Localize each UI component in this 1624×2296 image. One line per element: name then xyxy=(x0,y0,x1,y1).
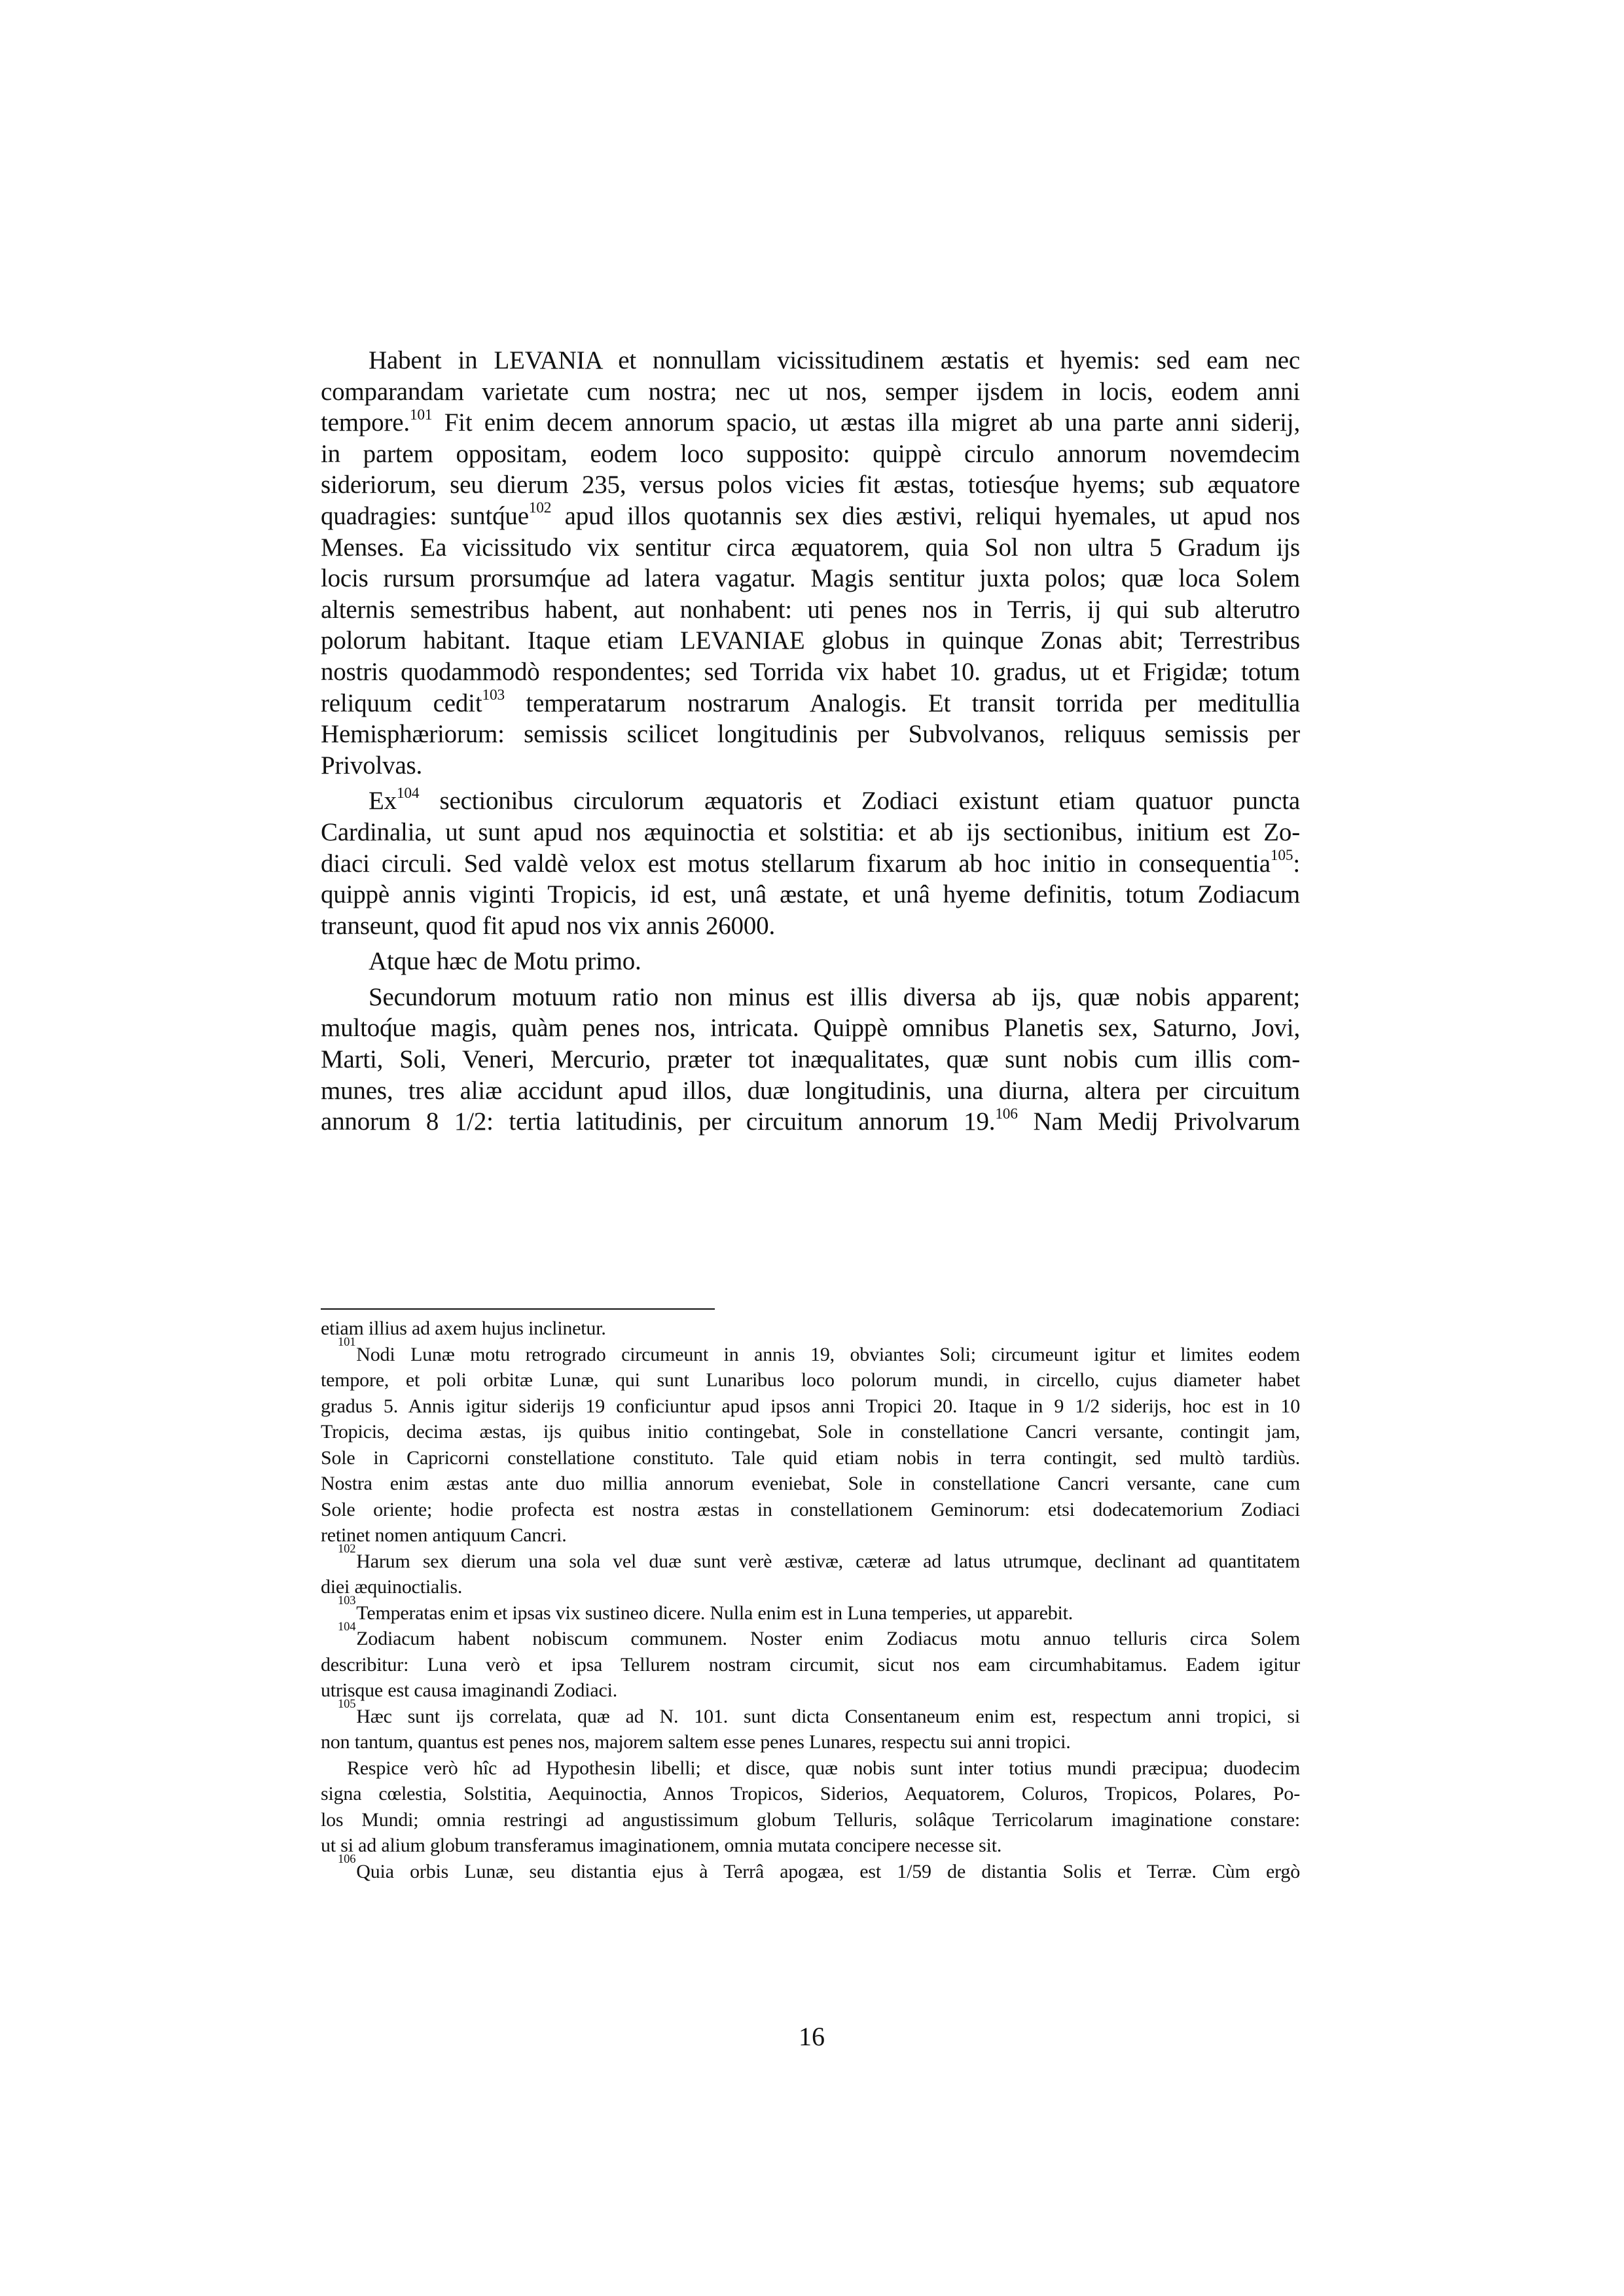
footnote-ref-106[interactable]: 106 xyxy=(995,1105,1018,1122)
footnote-separator-rule xyxy=(321,1308,715,1310)
text-line: transeunt, quod fit apud nos vix annis 26000. xyxy=(321,911,776,940)
page-number: 16 xyxy=(799,2022,825,2051)
footnote-line: Sole in Capricorni constellatione constituto. Tale quid etiam nobis in terra contingit, sed multò tardiùs. xyxy=(321,1446,1300,1469)
text-line: Habent in LEVANIA et nonnullam vicissitudinem æstatis et hyemis: sed eam nec xyxy=(369,346,1300,374)
text-line: multoq́ue magis, quàm penes nos, intricata. Quippè omnibus Planetis sex, Saturno, Jovi, xyxy=(321,1014,1300,1043)
footnote-line: utrisque est causa imaginandi Zodiaci. xyxy=(321,1679,618,1701)
footnote-105 xyxy=(321,1697,1300,1859)
footnote-106 xyxy=(321,1852,1300,1885)
footnote-marker: 105 xyxy=(338,1697,356,1712)
footnote-line: $^{103}$Temperatas enim et ipsas vix sustineo dicere. Nulla enim est in Luna temperies, ut apparebit. xyxy=(338,1594,1074,1624)
footnote-line: $^{102}$Harum sex dierum una sola vel duæ sunt verè æstivæ, cæteræ ad latus utrumque, declinant ad quantitatem xyxy=(338,1542,1300,1572)
text-line: munes, tres aliæ accidunt apud illos, duæ longitudinis, una diurna, altera per circuitum xyxy=(321,1076,1300,1105)
text-line: Privolvas. xyxy=(321,751,423,780)
text-line: Marti, Soli, Veneri, Mercurio, præter tot inæqualitates, quæ sunt nobis cum illis com- xyxy=(321,1045,1300,1074)
footnote-line: tempore, et poli orbitæ Lunæ, qui sunt Lunaribus loco polorum mundi, in circello, cujus diameter habet xyxy=(321,1369,1300,1391)
main-text xyxy=(321,345,1300,1142)
paragraph-1 xyxy=(321,345,1300,781)
footnote-line: gradus 5. Annis igitur siderijs 19 conficiuntur apud ipsos anni Tropici 20. Itaque in 9 1/2 siderijs, hoc est in 10 xyxy=(321,1395,1300,1417)
footnote-ref-102[interactable]: 102 xyxy=(528,499,552,517)
footnote-marker: 103 xyxy=(338,1594,356,1608)
footnote-line: $^{101}$Nodi Lunæ motu retrogrado circumeunt in annis 19, obviantes Soli; circumeunt igitur et limites eodem xyxy=(338,1335,1300,1365)
text-line: Hemisphæriorum: semissis scilicet longitudinis per Subvolvanos, reliquus semissis per xyxy=(321,720,1300,749)
text-line: Menses. Ea vicissitudo vix sentitur circa æquatorem, quia Sol non ultra 5 Gradum ijs xyxy=(321,533,1300,562)
footnote-ref-103[interactable]: 103 xyxy=(482,686,505,704)
text-line: reliquum cedit$^{103}$ temperatarum nostrarum Analogis. Et transit torrida per meditullia xyxy=(321,686,1300,717)
footnote-marker: 104 xyxy=(338,1619,356,1634)
footnote-line: non tantum, quantus est penes nos, majorem saltem esse penes Lunares, respectu sui anni tropici. xyxy=(321,1731,1071,1753)
footnote-line: los Mundi; omnia restringi ad angustissimum globum Telluris, solâque Terricolarum imaginatione constare: xyxy=(321,1808,1300,1831)
text-line: quippè annis viginti Tropicis, id est, unâ æstate, et unâ hyeme definitis, totum Zodiacum xyxy=(321,880,1300,909)
footnote-line: diei æquinoctialis. xyxy=(321,1576,463,1598)
footnote-marker: 102 xyxy=(338,1542,356,1556)
footnote-line: $^{106}$Quia orbis Lunæ, seu distantia ejus à Terrâ apogæa, est 1/59 de distantia Solis et Terræ. Cùm ergò xyxy=(338,1852,1300,1882)
footnote-marker: 101 xyxy=(338,1335,356,1350)
footnote-line: retinet nomen antiquum Cancri. xyxy=(321,1524,567,1546)
text-line: Secundorum motuum ratio non minus est illis diversa ab ijs, quæ nobis apparent; xyxy=(369,982,1300,1011)
footnote-ref-101[interactable]: 101 xyxy=(409,406,433,423)
footnote-continuation: etiam illius ad axem hujus inclinetur. xyxy=(321,1318,606,1339)
text-line: diaci circuli. Sed valdè velox est motus stellarum fixarum ab hoc initio in consequentia$^{105}$: xyxy=(321,846,1300,878)
text-line: annorum 8 1/2: tertia latitudinis, per circuitum annorum 19.$^{106}$ Nam Medij Privolvarum xyxy=(321,1105,1300,1136)
text-line: comparandam varietate cum nostra; nec ut nos, semper ijsdem in locis, eodem anni xyxy=(321,377,1300,406)
footnote-line: $^{105}$Hæc sunt ijs correlata, quæ ad N. 101. sunt dicta Consentaneum enim est, respectum anni tropici, si xyxy=(338,1697,1300,1727)
footnote-line: Tropicis, decima æstas, ijs quibus initio contingebat, Sole in constellatione Cancri versante, contingit jam, xyxy=(321,1421,1300,1443)
footnote-line: Sole oriente; hodie profecta est nostra æstas in constellationem Geminorum: etsi dodecatemorium Zodiaci xyxy=(321,1498,1300,1520)
text-line: Ex$^{104}$ sectionibus circulorum æquatoris et Zodiaci existunt etiam quatuor puncta xyxy=(369,784,1300,816)
text-line: tempore.$^{101}$ Fit enim decem annorum spacio, ut æstas illa migret ab una parte anni siderij, xyxy=(321,406,1300,437)
text-line: alternis semestribus habent, aut nonhabent: uti penes nos in Terris, ij qui sub alterutro xyxy=(321,595,1300,624)
footnote-line: describitur: Luna verò et ipsa Tellurem nostram circumit, sicut nos eam circumhabitamus. Eadem igitur xyxy=(321,1653,1300,1676)
footnote-ref-105[interactable]: 105 xyxy=(1270,846,1293,864)
footnotes xyxy=(321,1316,1300,1884)
footnote-line: ut si ad alium globum transferamus imaginationem, omnia mutata concipere necesse sit. xyxy=(321,1835,1002,1856)
footnote-marker: 106 xyxy=(338,1852,356,1867)
text-line: in partem oppositam, eodem loco supposito: quippè circulo annorum novemdecim xyxy=(321,439,1300,468)
footnote-line: signa cœlestia, Solstitia, Aequinoctia, Annos Tropicos, Siderios, Aequatorem, Coluros, Tropicos, Polares, Po- xyxy=(321,1783,1300,1804)
footnote-line: Nostra enim æstas ante duo millia annorum eveniebat, Sole in constellatione Cancri versante, cane cum xyxy=(321,1473,1300,1494)
text-line: Cardinalia, ut sunt apud nos æquinoctia et solstitia: et ab ijs sectionibus, initium est Zo- xyxy=(321,817,1300,846)
paragraph-4 xyxy=(321,982,1300,1138)
footnote-102 xyxy=(321,1542,1300,1600)
footnote-103 xyxy=(321,1594,1300,1626)
footnote-line: $^{104}$Zodiacum habent nobiscum communem. Noster enim Zodiacus motu annuo telluris circa Solem xyxy=(338,1619,1300,1649)
paragraph-2 xyxy=(321,785,1300,941)
text-line: sideriorum, seu dierum 235, versus polos vicies fit æstas, totiesq́ue hyems; sub æquatore xyxy=(321,471,1300,499)
text-line: Atque hæc de Motu primo. xyxy=(369,947,641,976)
paragraph-3 xyxy=(321,946,1300,977)
text-line: quadragies: suntq́ue$^{102}$ apud illos quotannis sex dies æstivi, reliqui hyemales, ut apud nos xyxy=(321,499,1300,530)
footnote-104 xyxy=(321,1619,1300,1704)
footnote-101 xyxy=(321,1335,1300,1549)
text-line: locis rursum prorsumq́ue ad latera vagatur. Magis sentitur juxta polos; quæ loca Solem xyxy=(321,564,1300,593)
text-line: nostris quodammodò respondentes; sed Torrida vix habet 10. gradus, ut et Frigidæ; totum xyxy=(321,657,1300,686)
footnote-line: Respice verò hîc ad Hypothesin libelli; et disce, quæ nobis sunt inter totius mundi præcipua; duodecim xyxy=(347,1757,1300,1779)
footnote-ref-104[interactable]: 104 xyxy=(396,784,420,802)
text-line: polorum habitant. Itaque etiam LEVANIAE globus in quinque Zonas abit; Terrestribus xyxy=(321,626,1300,655)
